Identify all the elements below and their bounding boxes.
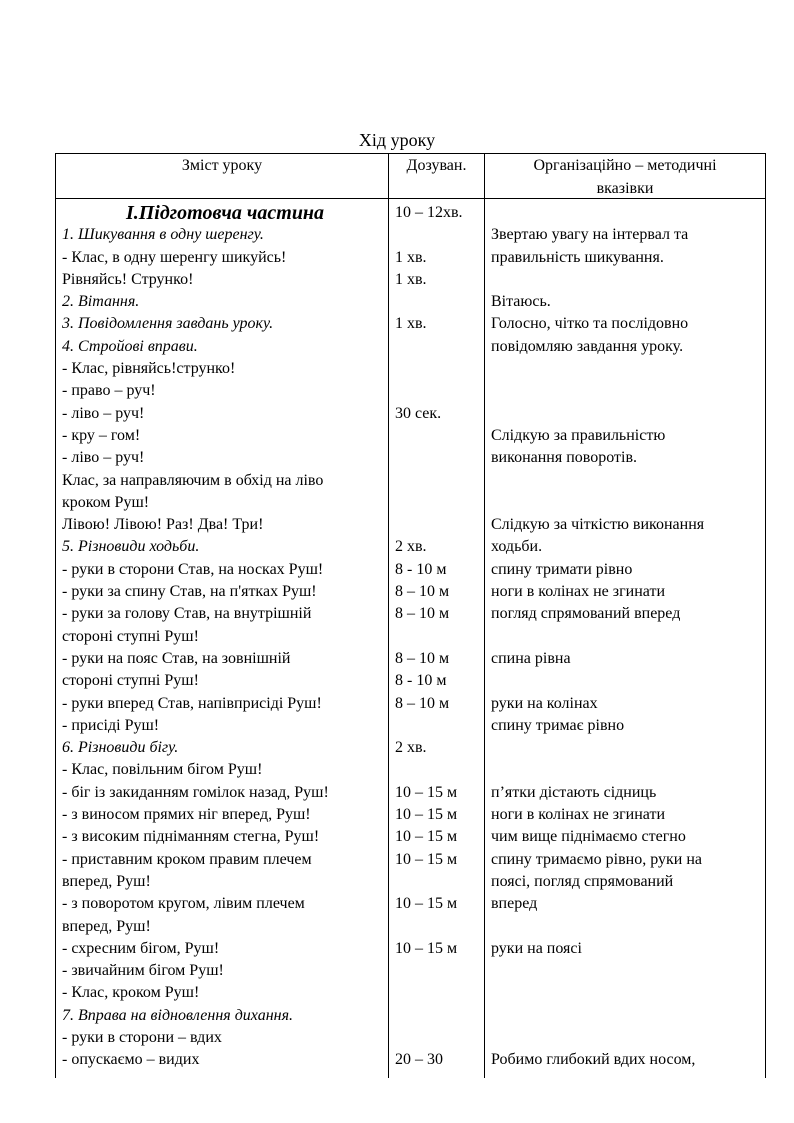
dosage-line xyxy=(395,982,483,1004)
notes-line xyxy=(491,1005,763,1027)
content-line: 1. Шикування в одну шеренгу. xyxy=(62,226,264,244)
dosage-line xyxy=(395,336,483,358)
dosage-line xyxy=(395,492,483,514)
page-title: Хід уроку xyxy=(358,130,436,150)
content-line: Лівою! Лівою! Раз! Два! Три! xyxy=(62,516,264,534)
content-line: - руки в сторони Став, на носках Руш! xyxy=(62,560,324,578)
notes-line: ноги в колінах не згинати xyxy=(491,583,665,601)
notes-line xyxy=(491,982,763,1004)
dosage-line: 10 – 15 м xyxy=(395,895,458,913)
notes-line: виконання поворотів. xyxy=(491,449,638,467)
column-divider xyxy=(388,154,389,1078)
dosage-line: 8 – 10 м xyxy=(395,649,450,667)
notes-line: ходьби. xyxy=(491,538,543,556)
content-line: - Клас, в одну шеренгу шикуйсь! xyxy=(62,248,287,266)
content-line: - кру – гом! xyxy=(62,426,141,444)
content-line: - ліво – руч! xyxy=(62,449,145,467)
dosage-line: 10 – 12хв. xyxy=(395,204,463,221)
content-line: І.Підготовча частина xyxy=(125,202,325,224)
content-line: - з високим підніманням стегна, Руш! xyxy=(62,828,320,846)
notes-line: Вітаюсь. xyxy=(491,293,551,311)
content-line: вперед, Руш! xyxy=(62,872,151,890)
dosage-line xyxy=(395,626,483,648)
notes-line: спину тримати рівно xyxy=(491,560,633,578)
notes-line xyxy=(491,960,763,982)
notes-line: спину тримаємо рівно, руки на xyxy=(491,850,702,868)
dosage-line: 8 – 10 м xyxy=(395,694,450,712)
notes-line xyxy=(491,1027,763,1049)
dosage-line xyxy=(395,358,483,380)
notes-line xyxy=(491,737,763,759)
notes-line: чим вище піднімаємо стегно xyxy=(491,828,686,846)
notes-line xyxy=(491,269,763,291)
dosage-line xyxy=(395,960,483,982)
dosage-line: 8 - 10 м xyxy=(395,672,447,690)
dosage-line: 8 – 10 м xyxy=(395,583,450,601)
content-line: - ліво – руч! xyxy=(62,404,145,422)
dosage-line: 30 сек. xyxy=(395,404,442,422)
notes-line xyxy=(491,470,763,492)
content-line: - руки за голову Став, на внутрішній xyxy=(62,605,312,623)
notes-line: ноги в колінах не згинати xyxy=(491,806,665,824)
dosage-line: 1 хв. xyxy=(395,248,427,266)
notes-line xyxy=(491,358,763,380)
content-line: - приставним кроком правим плечем xyxy=(62,850,312,868)
notes-line: поясі, погляд спрямований xyxy=(491,872,674,890)
dosage-line: 10 – 15 м xyxy=(395,850,458,868)
dosage-line xyxy=(395,871,483,893)
dosage-line xyxy=(395,291,483,313)
content-line: - з поворотом кругом, лівим плечем xyxy=(62,895,305,913)
notes-line: руки на колінах xyxy=(491,694,598,712)
content-line: 2. Вітання. xyxy=(62,293,140,311)
notes-line xyxy=(491,916,763,938)
column-divider xyxy=(484,154,485,1078)
dosage-line: 8 - 10 м xyxy=(395,560,447,578)
notes-line: погляд спрямований вперед xyxy=(491,605,681,623)
notes-line: правильність шикування. xyxy=(491,248,664,266)
content-line: Рівняйсь! Струнко! xyxy=(62,270,194,288)
content-line: стороні ступні Руш! xyxy=(62,627,199,645)
notes-line: Слідкую за правильністю xyxy=(491,426,666,444)
dosage-line: 10 – 15 м xyxy=(395,939,458,957)
header-notes-line2: вказівки xyxy=(596,180,654,197)
content-line: - руки за спину Став, на п'ятках Руш! xyxy=(62,583,317,601)
dosage-line xyxy=(395,1027,483,1049)
header-notes-line1: Організаційно – методичні xyxy=(533,157,717,174)
content-line: - присіді Руш! xyxy=(62,716,160,734)
content-line: 3. Повідомлення завдань уроку. xyxy=(62,315,274,333)
notes-line: спину тримає рівно xyxy=(491,716,625,734)
content-line: - з виносом прямих ніг вперед, Руш! xyxy=(62,806,311,824)
dosage-line xyxy=(395,425,483,447)
lesson-table xyxy=(55,153,766,1078)
content-line: - Клас, повільним бігом Руш! xyxy=(62,761,263,779)
dosage-line xyxy=(395,1005,483,1027)
content-line: стороні ступні Руш! xyxy=(62,672,199,690)
dosage-line: 1 хв. xyxy=(395,270,427,288)
dosage-line: 2 хв. xyxy=(395,739,427,757)
notes-line xyxy=(491,626,763,648)
dosage-line xyxy=(395,224,483,246)
header-dosage: Дозуван. xyxy=(406,157,467,174)
dosage-line xyxy=(395,916,483,938)
dosage-line xyxy=(395,380,483,402)
dosage-line: 20 – 30 xyxy=(395,1051,443,1069)
content-line: кроком Руш! xyxy=(62,493,150,511)
notes-line: повідомляю завдання уроку. xyxy=(491,337,684,355)
notes-line xyxy=(491,202,763,224)
notes-line xyxy=(491,670,763,692)
content-line: - руки на пояс Став, на зовнішній xyxy=(62,649,291,667)
notes-line: спина рівна xyxy=(491,649,571,667)
notes-line: руки на поясі xyxy=(491,939,582,957)
dosage-line: 10 – 15 м xyxy=(395,783,458,801)
dosage-line: 2 хв. xyxy=(395,538,427,556)
dosage-line xyxy=(395,715,483,737)
content-line: 5. Різновиди ходьби. xyxy=(62,538,200,556)
notes-line xyxy=(491,492,763,514)
content-line: вперед, Руш! xyxy=(62,917,151,935)
content-line: - Клас, рівняйсь!струнко! xyxy=(62,360,236,378)
content-line: 4. Стройові вправи. xyxy=(62,337,198,355)
notes-column xyxy=(491,202,763,1072)
dosage-line: 10 – 15 м xyxy=(395,806,458,824)
dosage-line xyxy=(395,514,483,536)
notes-line xyxy=(491,759,763,781)
notes-line: вперед xyxy=(491,895,538,913)
notes-line: Робимо глибокий вдих носом, xyxy=(491,1051,696,1069)
content-line: - право – руч! xyxy=(62,382,156,400)
content-line: - руки в сторони – вдих xyxy=(62,1028,222,1046)
notes-line: Голосно, чітко та послідовно xyxy=(491,315,689,333)
dosage-line xyxy=(395,759,483,781)
content-line: - схресним бігом, Руш! xyxy=(62,939,220,957)
header-notes xyxy=(485,154,765,200)
content-line: 7. Вправа на відновлення дихання. xyxy=(62,1006,293,1024)
content-line: 6. Різновиди бігу. xyxy=(62,739,179,757)
content-line: - опускаємо – видих xyxy=(62,1051,200,1069)
dosage-line: 1 хв. xyxy=(395,315,427,333)
notes-line: Звертаю увагу на інтервал та xyxy=(491,226,689,244)
dosage-line xyxy=(395,470,483,492)
dosage-line: 10 – 15 м xyxy=(395,828,458,846)
dosage-line: 8 – 10 м xyxy=(395,605,450,623)
notes-line: пʼятки дістають сідниць xyxy=(491,783,657,801)
content-line: - Клас, кроком Руш! xyxy=(62,984,200,1002)
notes-line: Слідкую за чіткістю виконання xyxy=(491,516,705,534)
content-column xyxy=(62,202,388,1072)
notes-line xyxy=(491,403,763,425)
content-line: - біг із закиданням гомілок назад, Руш! xyxy=(62,783,329,801)
header-content: Зміст уроку xyxy=(181,157,263,174)
content-line: - звичайним бігом Руш! xyxy=(62,962,224,980)
content-line: - руки вперед Став, напівприсіді Руш! xyxy=(62,694,322,712)
dosage-line xyxy=(395,447,483,469)
dosage-column xyxy=(395,202,483,1072)
notes-line xyxy=(491,380,763,402)
content-line: Клас, за направляючим в обхід на ліво xyxy=(62,471,324,489)
